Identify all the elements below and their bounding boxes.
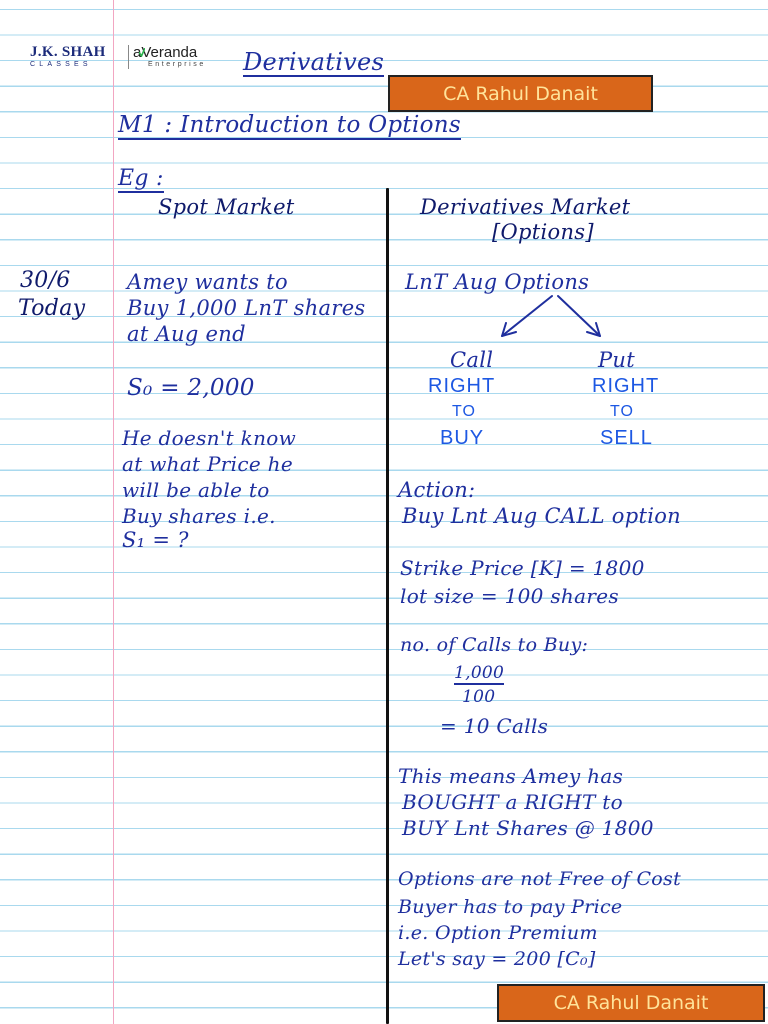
derivatives-market-heading: Derivatives Market xyxy=(420,195,631,219)
logo-jk-shah: J.K. SHAH xyxy=(30,44,106,60)
options-title: LnT Aug Options xyxy=(405,270,590,294)
premium-line: Buyer has to pay Price xyxy=(398,896,623,918)
spot-line: will be able to xyxy=(122,478,270,502)
logo-classes: CLASSES xyxy=(30,61,92,68)
means-line: BUY Lnt Shares @ 1800 xyxy=(402,816,654,840)
spot-line: He doesn't know xyxy=(122,426,297,450)
logo-separator xyxy=(128,45,129,69)
calls-result: = 10 Calls xyxy=(440,714,549,738)
spot-line: at what Price he xyxy=(122,452,293,476)
premium-line: Let's say = 200 [C₀] xyxy=(398,948,596,970)
column-divider xyxy=(386,188,389,1024)
module-title: M1 : Introduction to Options xyxy=(118,112,461,138)
action-label: Action: xyxy=(398,478,476,502)
call-buy: BUY xyxy=(440,427,485,449)
veranda-check-icon xyxy=(139,48,145,57)
spot-line: at Aug end xyxy=(127,322,246,346)
lot-size: lot size = 100 shares xyxy=(400,584,619,608)
spot-line: Buy shares i.e. xyxy=(122,504,276,528)
branch-arrows xyxy=(490,292,630,352)
call-right: RIGHT xyxy=(428,375,496,397)
put-label: Put xyxy=(598,348,635,372)
subject-title: Derivatives xyxy=(243,48,385,76)
author-badge-bottom: CA Rahul Danait xyxy=(497,984,765,1022)
call-label: Call xyxy=(450,348,494,372)
spot-line: Amey wants to xyxy=(127,270,288,294)
put-right: RIGHT xyxy=(592,375,660,397)
put-sell: SELL xyxy=(600,427,653,449)
strike-price: Strike Price [K] = 1800 xyxy=(400,556,645,580)
options-subheading: [Options] xyxy=(492,220,594,244)
spot-market-heading: Spot Market xyxy=(158,195,295,219)
spot-line: Buy 1,000 LnT shares xyxy=(127,296,366,320)
premium-line: Options are not Free of Cost xyxy=(398,868,682,890)
margin-line xyxy=(113,0,114,1024)
means-line: BOUGHT a RIGHT to xyxy=(402,790,623,814)
margin-date: 30/6 xyxy=(20,268,71,293)
spot-price-s1: S₁ = ? xyxy=(122,528,189,552)
premium-line: i.e. Option Premium xyxy=(398,922,598,944)
author-badge-top: CA Rahul Danait xyxy=(388,75,653,112)
logo-veranda-name: Veranda xyxy=(141,44,198,61)
means-line: This means Amey has xyxy=(398,764,624,788)
call-to: TO xyxy=(452,403,476,420)
calls-to-buy-label: no. of Calls to Buy: xyxy=(400,634,589,656)
logo-enterprise: Enterprise xyxy=(148,61,206,68)
spot-price-s0: S₀ = 2,000 xyxy=(127,375,255,401)
action-text: Buy Lnt Aug CALL option xyxy=(402,504,681,528)
put-to: TO xyxy=(610,403,634,420)
example-label: Eg : xyxy=(118,166,164,191)
fraction-numerator: 1,000 xyxy=(454,663,505,683)
margin-day: Today xyxy=(18,296,86,321)
logo-veranda-prefix: a xyxy=(133,44,142,61)
fraction-denominator: 100 xyxy=(462,687,496,707)
